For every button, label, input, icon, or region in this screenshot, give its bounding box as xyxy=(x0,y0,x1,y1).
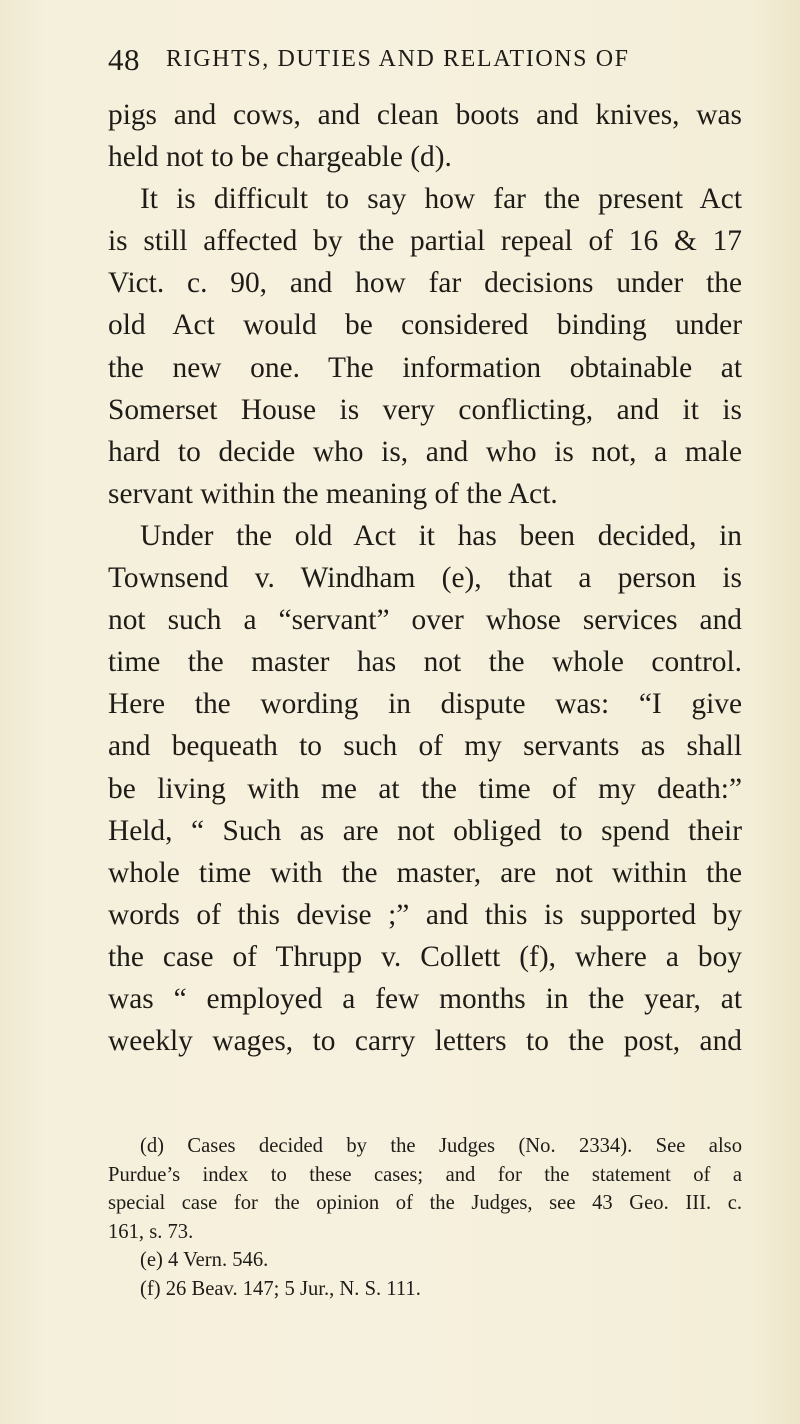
running-head: RIGHTS, DUTIES AND RELATIONS OF xyxy=(166,46,630,72)
body-line: not such a “servant” over whose services and xyxy=(108,604,742,637)
body-line: words of this devise ;” and this is supported by xyxy=(108,898,742,931)
body-text xyxy=(108,94,742,1062)
page-number: 48 xyxy=(108,42,140,77)
body-line: was “ employed a few months in the year, at xyxy=(108,982,742,1015)
body-line: It is difficult to say how far the present Act xyxy=(140,183,742,216)
body-line: the case of Thrupp v. Collett (f), where a boy xyxy=(108,940,742,973)
body-line: old Act would be considered binding under xyxy=(108,309,742,342)
body-line: held not to be chargeable (d). xyxy=(108,141,452,174)
body-line: pigs and cows, and clean boots and knives, was xyxy=(108,99,742,131)
body-line: Townsend v. Windham (e), that a person is xyxy=(108,562,742,595)
footnote-line: (d) Cases decided by the Judges (No. 2334). See also xyxy=(140,1135,742,1157)
body-line: Held, “ Such as are not obliged to spend their xyxy=(108,814,742,847)
body-line: Here the wording in dispute was: “I give xyxy=(108,688,742,721)
body-line: be living with me at the time of my death:” xyxy=(108,772,742,805)
footnote-line: (f) 26 Beav. 147; 5 Jur., N. S. 111. xyxy=(140,1277,421,1300)
footnotes xyxy=(108,1132,742,1303)
footnote-line: (e) 4 Vern. 546. xyxy=(140,1249,269,1271)
page-header xyxy=(108,42,748,82)
body-line: Somerset House is very conflicting, and it is xyxy=(108,393,742,426)
body-line: time the master has not the whole control. xyxy=(108,646,742,679)
body-line: weekly wages, to carry letters to the post, and xyxy=(108,1025,742,1058)
body-line: hard to decide who is, and who is not, a male xyxy=(108,435,742,468)
footnote-line: 161, s. 73. xyxy=(108,1220,194,1243)
body-line: Vict. c. 90, and how far decisions under the xyxy=(108,267,742,300)
body-line: servant within the meaning of the Act. xyxy=(108,477,558,510)
body-line: Under the old Act it has been decided, in xyxy=(140,519,742,552)
body-line: is still affected by the partial repeal of 16 & 17 xyxy=(108,225,742,258)
body-line: whole time with the master, are not within the xyxy=(108,856,742,889)
footnote-line: special case for the opinion of the Judges, see 43 Geo. III. c. xyxy=(108,1192,742,1214)
footnote-line: Purdue’s index to these cases; and for the statement of a xyxy=(108,1163,742,1186)
body-line: and bequeath to such of my servants as shall xyxy=(108,730,742,763)
body-line: the new one. The information obtainable at xyxy=(108,351,742,384)
